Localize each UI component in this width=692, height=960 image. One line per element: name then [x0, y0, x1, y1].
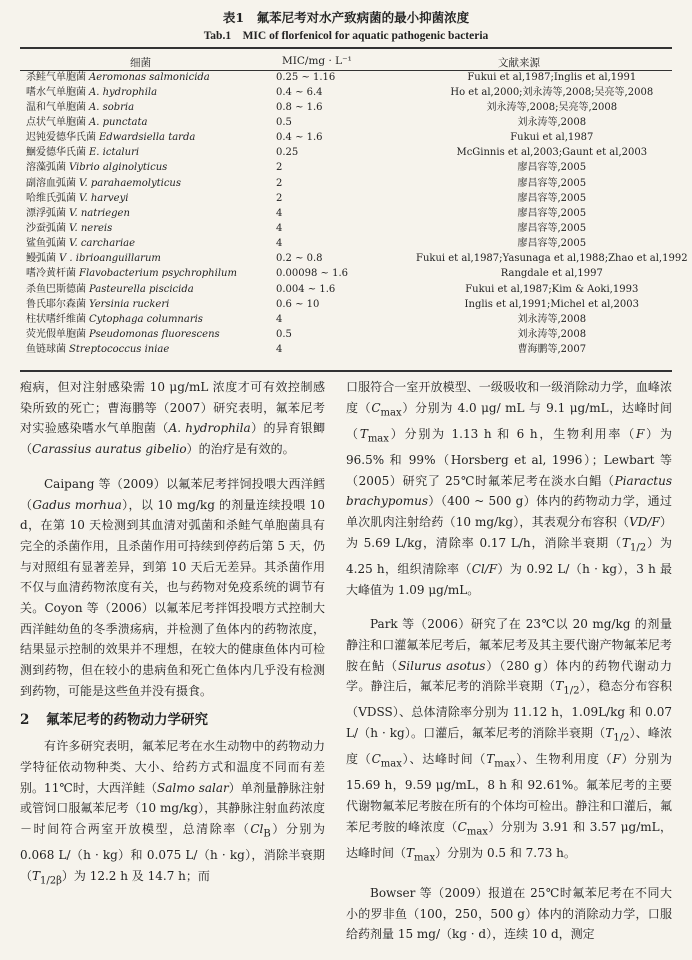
bacteria-name-cn: 荧光假单胞菌: [26, 328, 86, 340]
bacteria-cell: [26, 70, 276, 85]
reference-cell: 廖昌容等,2005: [517, 207, 587, 219]
mic-value: 4: [276, 222, 283, 234]
mic-value: 0.6 ~ 10: [276, 298, 320, 310]
table-row: [26, 221, 688, 236]
reference-cell: McGinnis et al,2003;Gaunt et al,2003: [456, 147, 648, 159]
bacteria-name-latin: V. harveyi: [79, 192, 129, 204]
bacteria-cell: [26, 237, 276, 252]
left-paragraph-3: 有许多研究表明，氟苯尼考在水生动物中的药物动力学特征依动物种类、大小、给药方式和温度不同而有差别。11℃时，大西洋鲑（Salmo salar）单剂量静脉注射或管饲口服氟苯尼考（10 mg/kg），其静脉注射血药浓度－时间符合两室开放模型，总清除率$(Cl_B)$分别为 0.068 L/（h · kg）和 0.075 L/（h · kg），消除半衰期$(T_{1/2\beta})$为 12.2 h 及 14.7 h；而: [20, 739, 325, 887]
section-title: 氟苯尼考的药物动力学研究: [46, 711, 208, 728]
bacteria-name-cn: 嗜冷黄杆菌: [26, 268, 76, 280]
mic-value: 4: [276, 313, 283, 325]
table-row: [26, 115, 688, 130]
bacteria-name-latin: A. hydrophila: [89, 86, 158, 98]
mic-value: 2: [276, 177, 283, 189]
bacteria-name-latin: Cytophaga columnaris: [89, 313, 203, 325]
bacteria-name-latin: Yersinia ruckeri: [89, 298, 170, 310]
bacteria-cell: [26, 252, 276, 267]
header-bacteria: 细菌: [130, 57, 151, 69]
header-mic: MIC/mg · L⁻¹: [282, 55, 352, 67]
bacteria-cell: [26, 146, 276, 161]
reference-cell: 廖昌容等,2005: [517, 162, 587, 174]
mic-value: 0.8 ~ 1.6: [276, 101, 323, 113]
table-row: [26, 252, 688, 267]
mic-value: 0.2 ~ 0.8: [276, 253, 323, 265]
table-row: [26, 70, 688, 85]
bacteria-name-latin: Streptococcus iniae: [69, 344, 170, 356]
bacteria-cell: [26, 312, 276, 327]
bacteria-name-latin: Flavobacterium psychrophilum: [79, 268, 237, 280]
reference-cell: 刘永涛等,2008: [517, 313, 587, 325]
table-row: [26, 146, 688, 161]
bacteria-name-cn: 温和气单胞菌: [26, 101, 86, 113]
mic-value: 0.4 ~ 6.4: [276, 86, 323, 98]
table-caption-en: Tab.1 MIC of florfenicol for aquatic pathogenic bacteria: [203, 30, 489, 42]
bacteria-cell: [26, 206, 276, 221]
reference-cell: Inglis et al,1991;Michel et al,2003: [464, 298, 639, 310]
bacteria-name-latin: Aeromonas salmonicida: [89, 71, 210, 83]
table-row: [26, 297, 688, 312]
bacteria-name-cn: 鳗弧菌: [26, 253, 56, 265]
bacteria-name-latin: V. carchariae: [69, 238, 136, 250]
bacteria-cell: [26, 327, 276, 342]
bacteria-name-latin: V . ibrioanguillarum: [59, 253, 161, 265]
section-heading: [20, 710, 325, 731]
mic-value: 0.25 ~ 1.16: [276, 71, 336, 83]
bacteria-cell: [26, 176, 276, 191]
table-row: [26, 267, 688, 282]
table-row: [26, 327, 688, 342]
reference-cell: Rangdale et al,1997: [500, 268, 603, 280]
table-row: [26, 312, 688, 327]
bacteria-cell: [26, 343, 276, 358]
header-reference: 文献来源: [498, 57, 540, 69]
bacteria-name-cn: 柱状嗜纤维菌: [26, 313, 86, 325]
mic-value: 0.00098 ~ 1.6: [276, 268, 348, 280]
bacteria-cell: [26, 131, 276, 146]
bacteria-name-cn: 鲨鱼弧菌: [26, 238, 66, 250]
table-row: [26, 237, 688, 252]
bacteria-cell: [26, 191, 276, 206]
mic-value: 2: [276, 162, 283, 174]
bacteria-name-latin: A. punctata: [89, 116, 148, 128]
reference-cell: 刘永涛等,2008;吴亮等,2008: [486, 101, 618, 113]
mic-value: 0.5: [276, 116, 292, 128]
table-row: [26, 131, 688, 146]
mic-value: 0.004 ~ 1.6: [276, 283, 336, 295]
right-paragraph-1: 口服符合一室开放模型、一级吸收和一级消除动力学，血峰浓度$(C_{max})$分别为 4.0 μg/ mL 与 9.1 μg/mL，达峰时间$(T_{max})$分别为 1.13 h 和 6 h，生物利用率（F）为 96.5% 和 99%（Horsberg et al, 1996）；Lewbart 等（2005）研究了 25℃时氟苯尼考在淡水白鲳（Piaractus brachypomus）（400 ~ 500 g）体内的药物动力学，通过单次肌肉注射给药（10 mg/kg），其表观分布容积（VD/F）为 5.69 L/kg，清除率 0.17 L/h，消除半衰期$(T_{1/2})$为 4.25 h，组织清除率（Cl/F）为 0.92 L/（h · kg），3 h 最大峰值为 1.09 μg/mL。: [346, 380, 672, 597]
bacteria-name-latin: Edwardsiella tarda: [99, 132, 196, 144]
reference-cell: Fukui et al,1987: [510, 132, 594, 144]
mic-value: 4: [276, 207, 283, 219]
bacteria-name-cn: 迟钝爱德华氏菌: [26, 132, 96, 144]
bacteria-cell: [26, 267, 276, 282]
bacteria-name-latin: Pseudomonas fluorescens: [89, 328, 220, 340]
mic-value: 0.25: [276, 147, 299, 159]
table-row: [26, 282, 688, 297]
mic-table: [26, 70, 688, 358]
bacteria-name-cn: 溶藻弧菌: [26, 162, 66, 174]
bacteria-name-cn: 点状气单胞菌: [26, 116, 86, 128]
reference-cell: Fukui et al,1987;Kim & Aoki,1993: [465, 283, 639, 295]
left-paragraph-1: 疱病，但对注射感染需 10 μg/mL 浓度才可有效控制感染所致的死亡；曹海鹏等（2007）研究表明，氟苯尼考对实验感染嗜水气单胞菌（A. hydrophila）的异育银鲫（Carassius auratus gibelio）的治疗是有效的。: [20, 380, 325, 457]
mic-value: 0.5: [276, 328, 292, 340]
bacteria-name-cn: 鱼链球菌: [26, 344, 66, 356]
table-bottom-rule: [20, 370, 672, 372]
bacteria-name-latin: Pasteurella piscicida: [89, 283, 194, 295]
bacteria-name-cn: 漂浮弧菌: [26, 207, 66, 219]
bacteria-cell: [26, 161, 276, 176]
table-top-rule: [20, 47, 672, 49]
bacteria-cell: [26, 282, 276, 297]
reference-cell: Ho et al,2000;刘永涛等,2008;吴亮等,2008: [450, 86, 654, 98]
table-row: [26, 85, 688, 100]
reference-cell: 廖昌容等,2005: [517, 222, 587, 234]
bacteria-name-cn: 杀鲑气单胞菌: [26, 71, 86, 83]
bacteria-name-latin: A. sobria: [89, 101, 135, 113]
mic-value: 2: [276, 192, 283, 204]
reference-cell: Fukui et al,1987;Inglis et al,1991: [467, 71, 637, 83]
bacteria-name-latin: V. nereis: [69, 222, 113, 234]
left-column: [20, 377, 325, 892]
bacteria-cell: [26, 297, 276, 312]
table-caption-cn: 表1 氟苯尼考对水产致病菌的最小抑菌浓度: [222, 10, 470, 25]
right-column: [346, 377, 672, 945]
reference-cell: 廖昌容等,2005: [517, 192, 587, 204]
left-paragraph-2: Caipang 等（2009）以氟苯尼考拌饲投喂大西洋鳕（Gadus morhua），以 10 mg/kg 的剂量连续投喂 10 d，在第 10 天检测到其血清对弧菌和杀鲑气单胞菌具有完全的杀菌作用，且杀菌作用可持续到停药后第 5 天，仍与对照组有显著差异，到第 10 天后无差异。其杀菌作用不仅与血清药物浓度有关，也与药物对免疫系统的调节有关。Coyon 等（2006）以氟苯尼考拌饵投喂方式控制大西洋鲑幼鱼的冬季溃疡病，并检测了鱼体内的药物浓度，结果显示控制的效果并不理想，在较大的健康鱼体内可检测到药物，但在较小的患病鱼和死亡鱼体内几乎没有检测到药物，可能是这些鱼并没有摄食。: [20, 476, 325, 698]
reference-cell: 廖昌容等,2005: [517, 177, 587, 189]
table-row: [26, 176, 688, 191]
bacteria-name-latin: E. ictaluri: [89, 147, 140, 159]
right-paragraph-3: Bowser 等（2009）报道在 25℃时氟苯尼考在不同大小的罗非鱼（100，250，500 g）体内的消除动力学，口服给药剂量 15 mg/（kg · d），连续 10 d，测定: [346, 885, 672, 942]
bacteria-name-cn: 哈维氏弧菌: [26, 192, 76, 204]
bacteria-name-cn: 鲁氏耶尔森菌: [26, 298, 86, 310]
bacteria-name-latin: Vibrio alginolyticus: [69, 162, 168, 174]
mic-value: 0.4 ~ 1.6: [276, 132, 323, 144]
bacteria-name-cn: 嗜水气单胞菌: [26, 86, 86, 98]
section-number: 2: [20, 711, 30, 728]
bacteria-name-latin: V. parahaemolyticus: [79, 177, 181, 189]
reference-cell: 刘永涛等,2008: [517, 116, 587, 128]
reference-cell: Fukui et al,1987;Yasunaga et al,1988;Zhao et al,1992: [416, 253, 688, 265]
right-paragraph-2: Park 等（2006）研究了在 23℃以 20 mg/kg 的剂量静注和口灌氟苯尼考后，氟苯尼考及其主要代谢产物氟苯尼考胺在鲇（Silurus asotus）（280 g）体内的药物代谢动力学。静注后，氟苯尼考的消除半衰期$(T_{1/2})$，稳态分布容积（VDSS）、总体清除率分别为 11.12 h，1.09L/kg 和 0.07 L/（h · kg）。口灌后，氟苯尼考的消除半衰期$(T_{1/2})$、峰浓度$(C_{max})$、达峰时间$(T_{max})$、生物利用度（F）分别为 15.69 h，9.59 μg/mL，8 h 和 92.61%。氟苯尼考的主要代谢物氟苯尼考胺在所有的个体均可检出。静注和口灌后，氟苯尼考胺的峰浓度$(C_{max})$分别为 3.91 和 3.57 μg/mL，达峰时间$(T_{max})$分别为 0.5 和 7.73 h。: [346, 617, 672, 864]
mic-value: 4: [276, 238, 283, 250]
bacteria-name-cn: 副溶血弧菌: [26, 177, 76, 189]
reference-cell: 廖昌容等,2005: [517, 238, 587, 250]
table-row: [26, 191, 688, 206]
reference-cell: 曹海鹏等,2007: [517, 344, 587, 356]
table-row: [26, 100, 688, 115]
bacteria-cell: [26, 115, 276, 130]
bacteria-cell: [26, 85, 276, 100]
bacteria-cell: [26, 100, 276, 115]
bacteria-cell: [26, 221, 276, 236]
reference-cell: 刘永涛等,2008: [517, 328, 587, 340]
table-row: [26, 161, 688, 176]
bacteria-name-cn: 鮰爱德华氏菌: [26, 147, 86, 159]
bacteria-name-cn: 杀鱼巴斯德菌: [26, 283, 86, 295]
bacteria-name-latin: V. natriegen: [69, 207, 130, 219]
table-row: [26, 206, 688, 221]
table-row: [26, 343, 688, 358]
mic-value: 4: [276, 344, 283, 356]
bacteria-name-cn: 沙蚕弧菌: [26, 222, 66, 234]
